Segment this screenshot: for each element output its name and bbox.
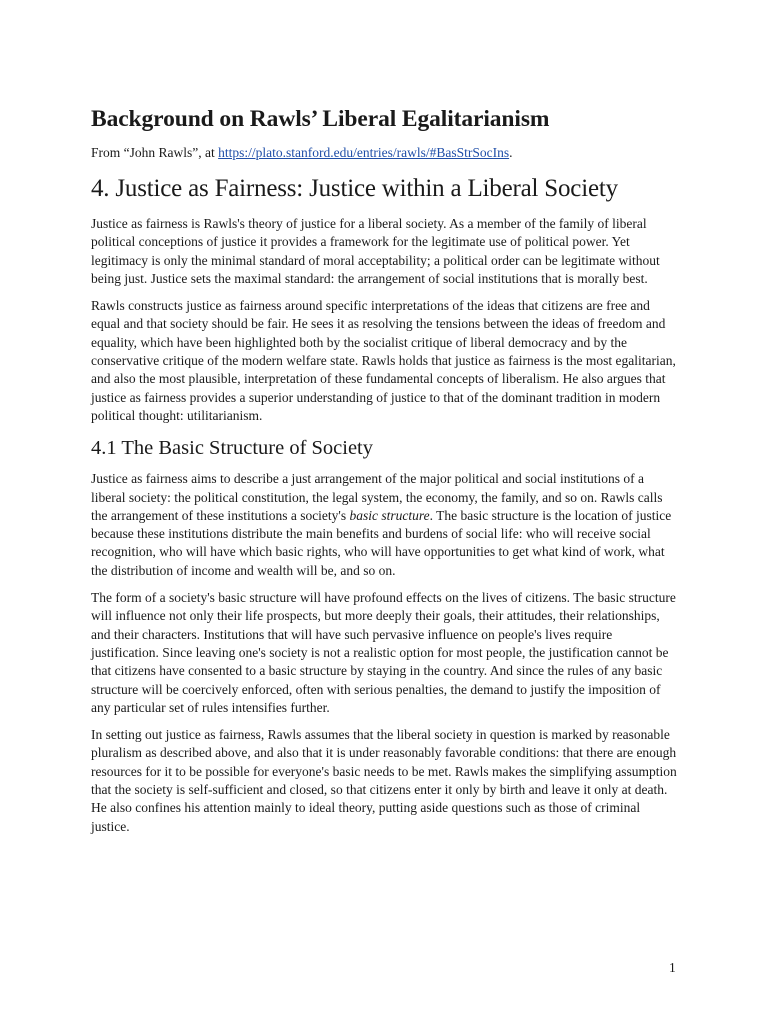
source-line [91, 143, 677, 163]
section-paragraph-1: Justice as fairness is Rawls's theory of justice for a liberal society. As a member of the family of liberal political conceptions of justice it provides a framework for the legitimate use of political power. Yet legitimacy is only the minimal standard of moral acceptability; a political order can be legitimate without being just. Justice sets the maximal standard: the arrangement of social institutions that is morally best. [91, 216, 660, 286]
subsection-heading: 4.1 The Basic Structure of Society [91, 437, 374, 460]
subsection-paragraph-1 [91, 470, 677, 580]
subsection-paragraph-1-start: Justice as fairness aims to describe a just arrangement of the major political and social institutions of a liberal society: the political constitution, the legal system, the economy, the family, and so on. Rawls calls the arrangement of these institutions a society's [91, 471, 663, 523]
subsection-paragraph-2: The form of a society's basic structure will have profound effects on the lives of citizens. The basic structure will influence not only their life prospects, but more deeply their goals, their attitudes, their relationships, and their characters. Institutions that will have such pervasive influence on people's lives require justification. Since leaving one's society is not a realistic option for most people, the justification cannot be that citizens have consented to a basic structure by staying in the country. And since the rules of any basic structure will be coercively enforced, often with serious penalties, the demand to justify the imposition of any particular set of rules intensifies further. [91, 590, 676, 715]
source-prefix: From “John Rawls”, at [91, 145, 219, 160]
document-title: Background on Rawls’ Liberal Egalitarianism [91, 106, 550, 132]
subsection-paragraph-3: In setting out justice as fairness, Rawls assumes that the liberal society in question is marked by reasonable pluralism as described above, and also that it is under reasonably favorable conditions: that there are enough resources for it to be possible for everyone's basic needs to be met. Rawls makes the simplifying assumption that the society is self-sufficient and closed, so that citizens enter it only by birth and leave it only at death. He also confines his attention mainly to ideal theory, putting aside questions such as those of criminal justice. [91, 727, 677, 834]
subsection-paragraph-1-end: . The basic structure is the location of justice because these institutions distribute the main benefits and burdens of social life: who will receive social recognition, who will have which basic rights, who will have opportunities to get what kind of work, what the distribution of income and wealth will be, and so on. [91, 507, 672, 578]
source-suffix: . [509, 145, 513, 160]
basic-structure-emphasis: basic structure [349, 507, 430, 523]
section-heading: 4. Justice as Fairness: Justice within a Liberal Society [91, 175, 618, 202]
source-link[interactable]: https://plato.stanford.edu/entries/rawls/#BasStrSocIns [218, 145, 510, 160]
page-number: 1 [669, 960, 676, 975]
document-page [91, 103, 677, 845]
section-paragraph-2: Rawls constructs justice as fairness around specific interpretations of the ideas that citizens are free and equal and that society should be fair. He sees it as resolving the tensions between the ideas of freedom and equality, which have been highlighted both by the socialist critique of liberal democracy and by the conservative critique of the modern welfare state. Rawls holds that justice as fairness is the most egalitarian, and also the most plausible, interpretation of these fundamental concepts of liberalism. He also argues that justice as fairness provides a superior understanding of justice to that of the dominant tradition in modern political thought: utilitarianism. [91, 298, 676, 423]
